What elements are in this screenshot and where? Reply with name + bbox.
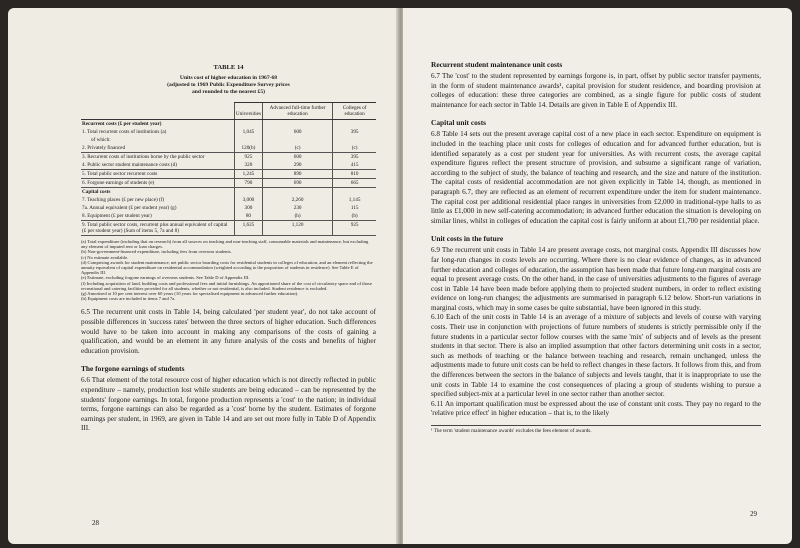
cell-value: 790: [234, 179, 262, 188]
row-label: of which:: [91, 137, 111, 143]
row-label: Recurrent costs (£ per student year): [82, 121, 162, 127]
table-row: [81, 120, 376, 129]
cell-value: 600: [262, 153, 332, 162]
table-note: (d) Comprising awards for student maintenance, net public sector boarding costs for residential students in colleges of education, and an element reflecting the annuity equivalent of capital expenditure on residential accommodation (weighted according to the proportion of students in residence). See Table E of Appendix III.: [81, 259, 373, 276]
section-heading-forgone-earnings: The forgone earnings of students: [81, 364, 185, 374]
table-title: TABLE 14: [213, 64, 244, 71]
right-page-content: [431, 60, 761, 434]
cell-value: 415: [333, 161, 376, 170]
cell-value: 665: [333, 179, 376, 188]
cell-value: 925: [234, 153, 262, 162]
table-note: (f) Including acquisition of land, building costs and professional fees and initial furnishings. An apportioned share of the cost of circulatory space and of those recreational and catering facilities provided for all students, whether or not residential, is also included. Student residence is excluded.: [81, 280, 372, 291]
section-heading-maintenance: Recurrent student maintenance unit costs: [431, 60, 563, 69]
col-header: Colleges of education: [333, 103, 376, 120]
table-note: (c) No estimate available.: [81, 254, 129, 260]
table-notes: [81, 239, 376, 301]
page-number-right: 29: [750, 510, 757, 518]
cell-value: (c): [262, 144, 332, 153]
left-page: [8, 8, 399, 544]
cell-value: 115: [333, 204, 376, 212]
table-row: [81, 136, 376, 144]
cell-value: [333, 188, 376, 197]
paragraph-6-9: 6.9 The recurrent unit costs in Table 14 are present average costs, not marginal costs. Appendix III discusses how far long-run changes in costs levels are occurring. Where there is no clear evidence of changes, as in advanced further education and colleges of education, the assumption has been made that future long-run marginal costs are equal to present average costs. On the other hand, in the case of universities adjustments to the figures of average cost in Table 14 have been made before applying them to projected student numbers, in order to reflect existing evidence on long-run changes; the adjustments are summarised in paragraph 6.12 below. Short-run variations in marginal costs, which may in some cases be quite substantial, have been ignored in this study.: [431, 246, 761, 312]
cell-value: 320: [234, 161, 262, 170]
cell-value: [234, 188, 262, 197]
cell-value: 395: [333, 128, 376, 136]
cell-value: (b): [333, 212, 376, 221]
cell-value: 690: [262, 179, 332, 188]
paragraph-6-11: 6.11 An important qualification must be expressed about the use of constant unit costs. They pay no regard to the 'relative price effect' in higher education – that is, to the likely: [431, 399, 761, 418]
table-row: [81, 128, 376, 136]
right-page: [403, 8, 792, 544]
book-spread: [8, 8, 792, 544]
cell-value: 925: [333, 221, 376, 236]
left-page-content: [81, 64, 376, 434]
paragraph-6-5: 6.5 The recurrent unit costs in Table 14, being calculated 'per student year', do not take account of possible differences in 'success rates' between the three sectors of higher education. Such differences would have to be taken into account in making any comparisons of the costs of gaining a qualification, and would be an element in any future analysis of the costs and benefits of higher education provision.: [81, 308, 376, 355]
table-row: [81, 212, 376, 221]
row-label: 7a. Annual equivalent (£ per student year) (g): [82, 205, 177, 211]
row-label: 4. Public sector student maintenance costs (d): [81, 161, 234, 170]
table-note: (a) Total expenditure (including that on research) from all sources on teaching and non-teaching staff, consumable materials and maintenance, but excluding any element of imputed rent or loan charges.: [81, 239, 369, 250]
row-label: 1. Total recurrent costs of institutions (a): [82, 129, 167, 135]
table-note: (g) Amortised at 10 per cent interest over 60 years (10 years for specialised equipment in advanced further education).: [81, 291, 299, 297]
table-caption-line: and rounded to the nearest £5): [192, 89, 265, 95]
row-label: 3. Recurrent costs of institutions borne by the public sector: [82, 154, 205, 160]
cell-value: 600: [262, 128, 332, 136]
table-note: (h) Equipment costs are included in items 7 and 7a.: [81, 296, 176, 302]
cell-value: [333, 136, 376, 144]
cell-value: 80: [234, 212, 262, 221]
row-label: 2. Privately financed: [81, 144, 234, 153]
cell-value: 890: [262, 170, 332, 179]
table-row: [81, 179, 376, 188]
row-label: 8. Equipment (£ per student year): [81, 212, 234, 221]
table-row: [81, 221, 376, 236]
cell-value: [262, 136, 332, 144]
cell-value: (h): [262, 212, 332, 221]
section-heading-future: Unit costs in the future: [431, 234, 504, 244]
row-label: 9. Total public sector costs, recurrent plus annual equivalent of capital (£ per student year) (Sum of items 5, 7a and 8): [81, 221, 234, 236]
table-note: (b) Non-government-financed expenditure, including fees from overseas students.: [81, 249, 232, 255]
unit-cost-table: [81, 102, 376, 236]
cell-value: 3,000: [234, 196, 262, 204]
cell-value: [234, 120, 262, 129]
cell-value: 2,260: [262, 196, 332, 204]
paragraph-6-10: 6.10 Each of the unit costs in Table 14 is an average of a mixture of subjects and levels of course with varying costs. Their use in conjunction with projections of future numbers of students is strictly permissible only if the future students in a particular sector follow courses with the same 'mix' of subjects and of levels as the present students in that sector. There is also an implied assumption that other factors determining unit costs in a sector, such as methods of teaching or the balance between teaching and research, remain unchanged, unless the adjustments made to future unit costs can be held to reflect changes in these factors. It follows from this, and from the differences between the sectors in the balance of subjects and levels taught, that it is inappropriate to use the unit costs in Table 14 to examine the cost consequences of placing a group of students wishing to pursue a specified subject-mix at a particular level in one sector rather than another sector.: [431, 313, 761, 399]
cell-value: [234, 136, 262, 144]
table-row: [81, 153, 376, 162]
col-header: Universities: [234, 103, 262, 120]
table-row: [81, 196, 376, 204]
footnote: ¹ The term 'student maintenance awards' excludes the fees element of awards.: [431, 425, 761, 434]
cell-value: 230: [262, 204, 332, 212]
cell-value: 120(b): [234, 144, 262, 153]
row-label: 6. Forgone earnings of students (e): [81, 179, 234, 188]
row-label: 7. Teaching places (£ per new place) (f): [82, 197, 165, 203]
cell-value: 300: [234, 204, 262, 212]
cell-value: 1,145: [333, 196, 376, 204]
table-row: [81, 204, 376, 212]
cell-value: [333, 120, 376, 129]
cell-value: 290: [262, 161, 332, 170]
cell-value: 1,045: [234, 128, 262, 136]
cell-value: 395: [333, 153, 376, 162]
cell-value: (c): [333, 144, 376, 153]
cell-value: 1,245: [234, 170, 262, 179]
cell-value: [262, 120, 332, 129]
page-number-left: 28: [92, 519, 99, 527]
table-row: [81, 161, 376, 170]
table-row: [81, 188, 376, 197]
cell-value: 1,120: [262, 221, 332, 236]
cell-value: 810: [333, 170, 376, 179]
table-caption-line: (adjusted to 1969 Public Expenditure Survey prices: [167, 82, 290, 88]
table-note: (e) Estimate, excluding forgone earnings of overseas students. See Table D of Appendix III.: [81, 275, 250, 281]
table-caption-line: Units cost of higher education in 1967-68: [179, 75, 278, 81]
section-heading-capital: Capital unit costs: [431, 118, 487, 128]
table-row: [81, 144, 376, 153]
cell-value: [262, 188, 332, 197]
paragraph-6-6: 6.6 That element of the total resource cost of higher education which is not directly reflected in public expenditure – namely, production lost while students are being educated – can be represented by the students' forgone earnings. In total, forgone production represents a 'cost' to the nation; in individual terms, forgone earnings can also be regarded as a 'cost' borne by the student. Estimates of forgone earnings per student, in 1969, are given in Table 14 and are set out more fully in Table D of Appendix III.: [81, 376, 376, 433]
row-label: 5. Total public sector recurrent costs: [81, 170, 234, 179]
row-label: Capital costs: [82, 189, 111, 195]
paragraph-6-8: 6.8 Table 14 sets out the present average capital cost of a new place in each sector. Expenditure on equipment is included in the teaching place unit costs for colleges of education and for advanced further education, but is identified separately as a cost per student year for universities. As with recurrent costs, the average capital expenditure figures reflect the present structure of provision, and subsume a significant range of variation, according to the subject of study, the balance of teaching and research, and the size and nature of the institution. The capital costs of residential accommodation are not given explicitly in Table 14, though, as mentioned in paragraph 6.7, they are reflected as an element of recurrent expenditure under the item for student maintenance. The capital cost per additional residential place ranges in universities from £2,000 in traditional-type halls to as little as £1,000 in new self-catering accommodation; in advanced further education the situation is developing on similar lines, whilst in colleges of education the capital cost is fairly uniform at about £1,700 per residential place.: [431, 130, 761, 225]
paragraph-6-7: 6.7 The 'cost' to the student represented by earnings forgone is, in part, offset by public sector transfer payments, in the form of student maintenance awards¹, capital provision for student residence, and boarding provision at colleges of education: these three categories are combined, as a single figure for public costs of student maintenance for each sector in Table 14. Details are given in Table E of Appendix III.: [431, 72, 761, 109]
table-row: [81, 170, 376, 179]
col-header: Advanced full-time further education: [262, 103, 332, 120]
cell-value: 1,625: [234, 221, 262, 236]
